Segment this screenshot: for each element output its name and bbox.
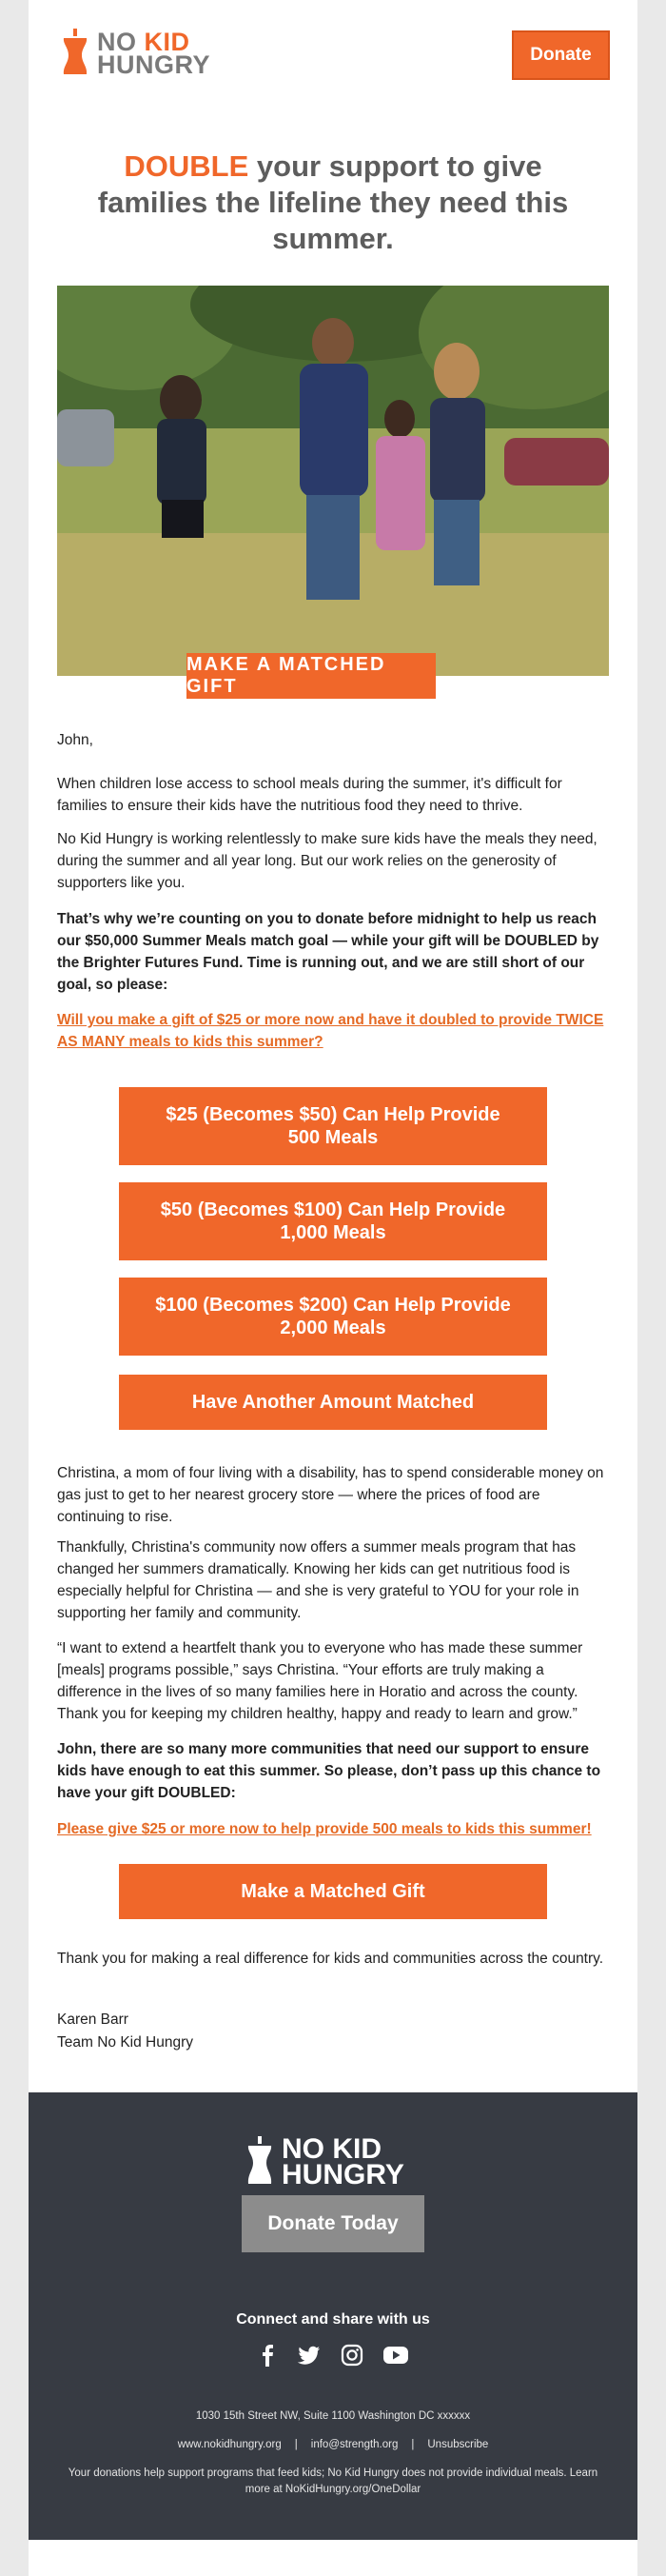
- signature-team: Team No Kid Hungry: [57, 2034, 194, 2051]
- headline: [67, 149, 599, 257]
- website-link[interactable]: www.nokidhungry.org: [177, 2439, 282, 2450]
- no-kid-hungry-logo[interactable]: [59, 27, 210, 80]
- donate-button[interactable]: Donate: [512, 30, 610, 80]
- separator: |: [411, 2439, 415, 2450]
- donate-25-button[interactable]: $25 (Becomes $50) Can Help Provide 500 Meals: [119, 1087, 547, 1165]
- headline-rest: your support to give families the lifeline they need this summer.: [97, 149, 569, 255]
- facebook-icon[interactable]: [257, 2344, 278, 2371]
- ask-link-2-wrap: [57, 1818, 609, 1840]
- connect-heading: Connect and share with us: [236, 2311, 430, 2328]
- headline-accent: DOUBLE: [124, 149, 249, 183]
- email-body: [29, 0, 637, 2576]
- footer-apple-core-icon: [244, 2134, 276, 2190]
- logo-hungry: HUNGRY: [97, 50, 211, 79]
- greeting: John,: [57, 732, 93, 748]
- paragraph-4: Christina, a mom of four living with a disability, has to spend considerable money on gas just to get to her nearest grocery store — where the prices of food are continuing to rise.: [57, 1465, 604, 1525]
- donate-50-button[interactable]: $50 (Becomes $100) Can Help Provide 1,000 Meals: [119, 1182, 547, 1260]
- footer-logo[interactable]: [244, 2134, 404, 2190]
- paragraph-8: Thank you for making a real difference for kids and communities across the country.: [57, 1951, 604, 1967]
- logo-no: NO: [97, 28, 137, 56]
- twitter-icon[interactable]: [297, 2344, 322, 2371]
- donate-100-button[interactable]: $100 (Becomes $200) Can Help Provide 2,000 Meals: [119, 1278, 547, 1356]
- make-matched-gift-button[interactable]: MAKE A MATCHED GIFT: [186, 653, 436, 699]
- footer-disclaimer: Your donations help support programs that feed kids; No Kid Hungry does not provide individual meals. Learn more at NoKidHungry.org/OneDollar: [68, 2467, 598, 2495]
- separator: |: [294, 2439, 298, 2450]
- footer-logo-line1: NO KID: [282, 2133, 382, 2165]
- make-matched-gift-button-2[interactable]: Make a Matched Gift: [119, 1864, 547, 1919]
- footer-logo-line2: HUNGRY: [282, 2159, 404, 2190]
- donate-today-button[interactable]: Donate Today: [242, 2195, 424, 2252]
- footer-links: [29, 2439, 637, 2450]
- paragraph-3: That’s why we’re counting on you to donate before midnight to help us reach our $50,000 Summer Meals match goal — while your gift will be DOUBLED by the Brighter Futures Fund. Time is running out, and we are still short of our goal, so please:: [57, 911, 599, 993]
- mailing-address: 1030 15th Street NW, Suite 1100 Washington DC xxxxxx: [195, 2410, 471, 2422]
- footer: [29, 2092, 637, 2540]
- hero-photo[interactable]: [57, 286, 609, 676]
- paragraph-1: When children lose access to school meals during the summer, it's difficult for families to ensure their kids have the nutritious food they need to thrive.: [57, 776, 562, 814]
- paragraph-5: Thankfully, Christina's community now offers a summer meals program that has changed her summers dramatically. Knowing her kids can get nutritious food is especially helpful for Christina — and she is very grateful to YOU for your role in supporting her family and community.: [57, 1539, 579, 1621]
- unsubscribe-link[interactable]: Unsubscribe: [427, 2439, 489, 2450]
- ask-link-1-wrap: [57, 1009, 609, 1053]
- other-amount-button[interactable]: Have Another Amount Matched: [119, 1375, 547, 1430]
- apple-core-icon: [59, 27, 91, 80]
- ask-link-1[interactable]: Will you make a gift of $25 or more now and have it doubled to provide TWICE AS MANY meals to kids this summer?: [57, 1012, 604, 1050]
- paragraph-6: “I want to extend a heartfelt thank you to everyone who has made these summer [meals] programs possible,” says Christina. “Your efforts are truly making a difference in the lives of so many families here in Horatio and across the county. Thank you for keeping my children healthy, happy and ready to learn and grow.”: [57, 1640, 583, 1722]
- youtube-icon[interactable]: [382, 2344, 409, 2371]
- signature-name: Karen Barr: [57, 2011, 128, 2028]
- email-link[interactable]: info@strength.org: [310, 2439, 399, 2450]
- social-links: [257, 2344, 409, 2371]
- paragraph-7: John, there are so many more communities that need our support to ensure kids have enough to eat this summer. So please, don’t pass up this chance to have your gift DOUBLED:: [57, 1741, 601, 1801]
- hero-illustration: [57, 286, 609, 676]
- instagram-icon[interactable]: [341, 2344, 363, 2371]
- logo-kid: KID: [144, 28, 190, 56]
- ask-link-2[interactable]: Please give $25 or more now to help provide 500 meals to kids this summer!: [57, 1821, 592, 1837]
- paragraph-2: No Kid Hungry is working relentlessly to make sure kids have the meals they need, during the summer and all year long. But our work relies on the generosity of supporters like you.: [57, 831, 597, 891]
